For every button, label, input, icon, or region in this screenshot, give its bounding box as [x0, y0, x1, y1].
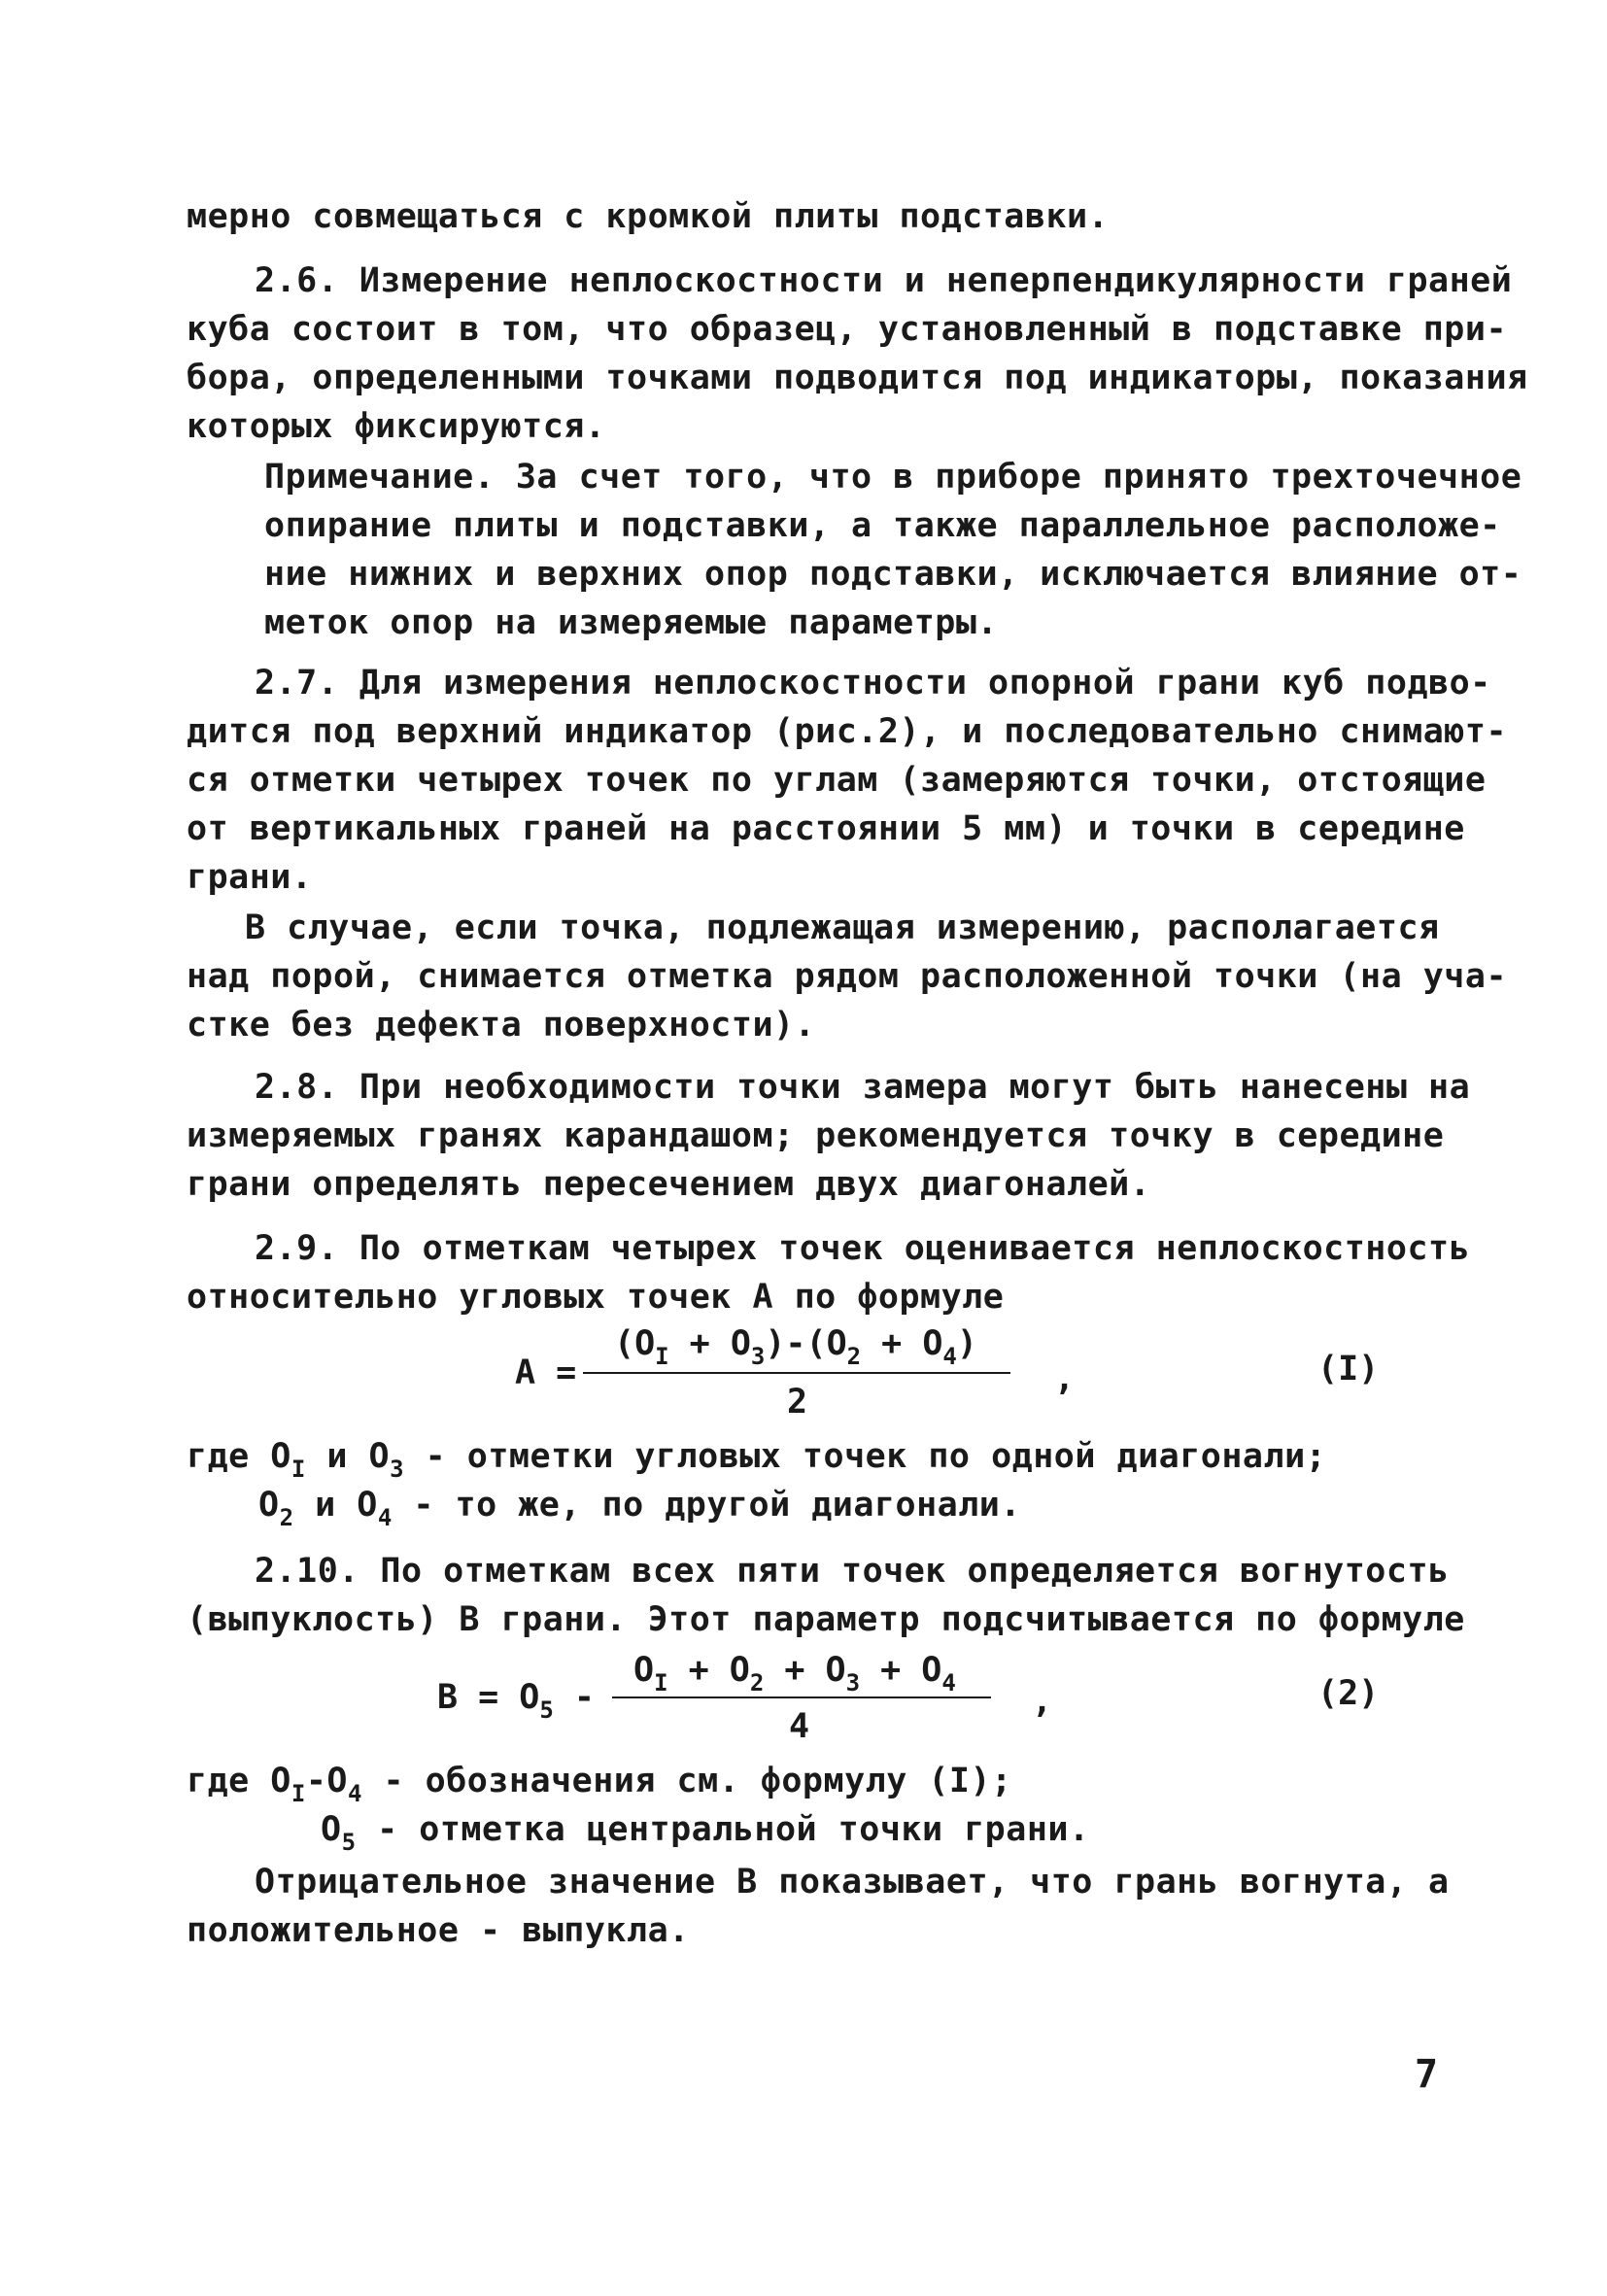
text-line: которых фиксируются.	[187, 407, 606, 446]
text-line: относительно угловых точек А по формуле	[187, 1278, 1005, 1317]
text-line: где $О_I-О_4$ - обозначения см. формулу (I);	[187, 1762, 1012, 1807]
formula-2-comma: ,	[1032, 1682, 1053, 1721]
text-line: бора, определенными точками подводится под индикаторы, показания	[187, 359, 1528, 397]
formula-1-lhs: А =	[515, 1354, 577, 1392]
note-line: ние нижних и верхних опор подставки, исключается влияние от-	[264, 555, 1522, 594]
formula-2-denominator: 4	[789, 1707, 810, 1746]
text-line: 2.10. По отметкам всех пяти точек определяется вогнутость	[255, 1552, 1450, 1591]
text-line: куба состоит в том, что образец, установленный в подставке при-	[187, 310, 1508, 349]
note-line: меток опор на измеряемые параметры.	[264, 603, 999, 642]
text-line: (выпуклость) В грани. Этот параметр подсчитывается по формуле	[187, 1600, 1465, 1639]
formula-1-number: (I)	[1317, 1350, 1380, 1388]
text-line: измеряемых гранях карандашом; рекомендуется точку в середине	[187, 1116, 1445, 1155]
text-line: дится под верхний индикатор (рис.2), и последовательно снимают-	[187, 712, 1508, 751]
formula-1-comma: ,	[1054, 1359, 1076, 1398]
formula-2-fraction-bar	[612, 1696, 991, 1698]
text-line: грани определять пересечением двух диагоналей.	[187, 1165, 1151, 1204]
text-line: мерно совмещаться с кромкой плиты подставки.	[187, 197, 1110, 236]
text-line: $О_5$ - отметка центральной точки грани.	[321, 1810, 1090, 1856]
text-line: где $О_I$ и $О_3$ - отметки угловых точек по одной диагонали;	[187, 1437, 1327, 1483]
formula-1-denominator: 2	[787, 1383, 808, 1422]
note-line: опирание плиты и подставки, а также параллельное расположе-	[264, 506, 1501, 545]
text-line: 2.9. По отметкам четырех точек оценивается неплоскостность	[255, 1229, 1471, 1268]
text-line: 2.6. Измерение неплоскостности и неперпендикулярности граней	[255, 261, 1513, 300]
text-line: грани.	[187, 858, 313, 897]
text-line: от вертикальных граней на расстоянии 5 мм) и точки в середине	[187, 809, 1465, 848]
note-line: Примечание. За счет того, что в приборе принято трехточечное	[264, 458, 1522, 497]
formula-1-numerator: $(О_I + О_3)-(О_2 + О_4)$	[614, 1324, 977, 1370]
text-line: $О_2$ и $О_4$ - то же, по другой диагонали.	[258, 1486, 1021, 1531]
text-line: В случае, если точка, подлежащая измерению, располагается	[245, 908, 1440, 947]
text-line: Отрицательное значение В показывает, что грань вогнута, а	[255, 1863, 1450, 1902]
text-line: ся отметки четырех точек по углам (замеряются точки, отстоящие	[187, 761, 1487, 800]
page-number: 7	[1415, 2052, 1439, 2097]
formula-2-numerator: $О_I + О_2 + О_3 + О_4$	[633, 1651, 956, 1696]
formula-1-fraction-bar	[583, 1372, 1010, 1374]
formula-2-lhs: $В = О_5$ -	[437, 1678, 595, 1724]
text-line: 2.7. Для измерения неплоскостности опорной грани куб подво-	[255, 664, 1491, 703]
text-line: 2.8. При необходимости точки замера могут быть нанесены на	[255, 1068, 1471, 1107]
text-line: стке без дефекта поверхности).	[187, 1006, 816, 1045]
formula-2-number: (2)	[1317, 1674, 1380, 1713]
text-line: положительное - выпукла.	[187, 1911, 690, 1950]
text-line: над порой, снимается отметка рядом расположенной точки (на уча-	[187, 957, 1508, 996]
